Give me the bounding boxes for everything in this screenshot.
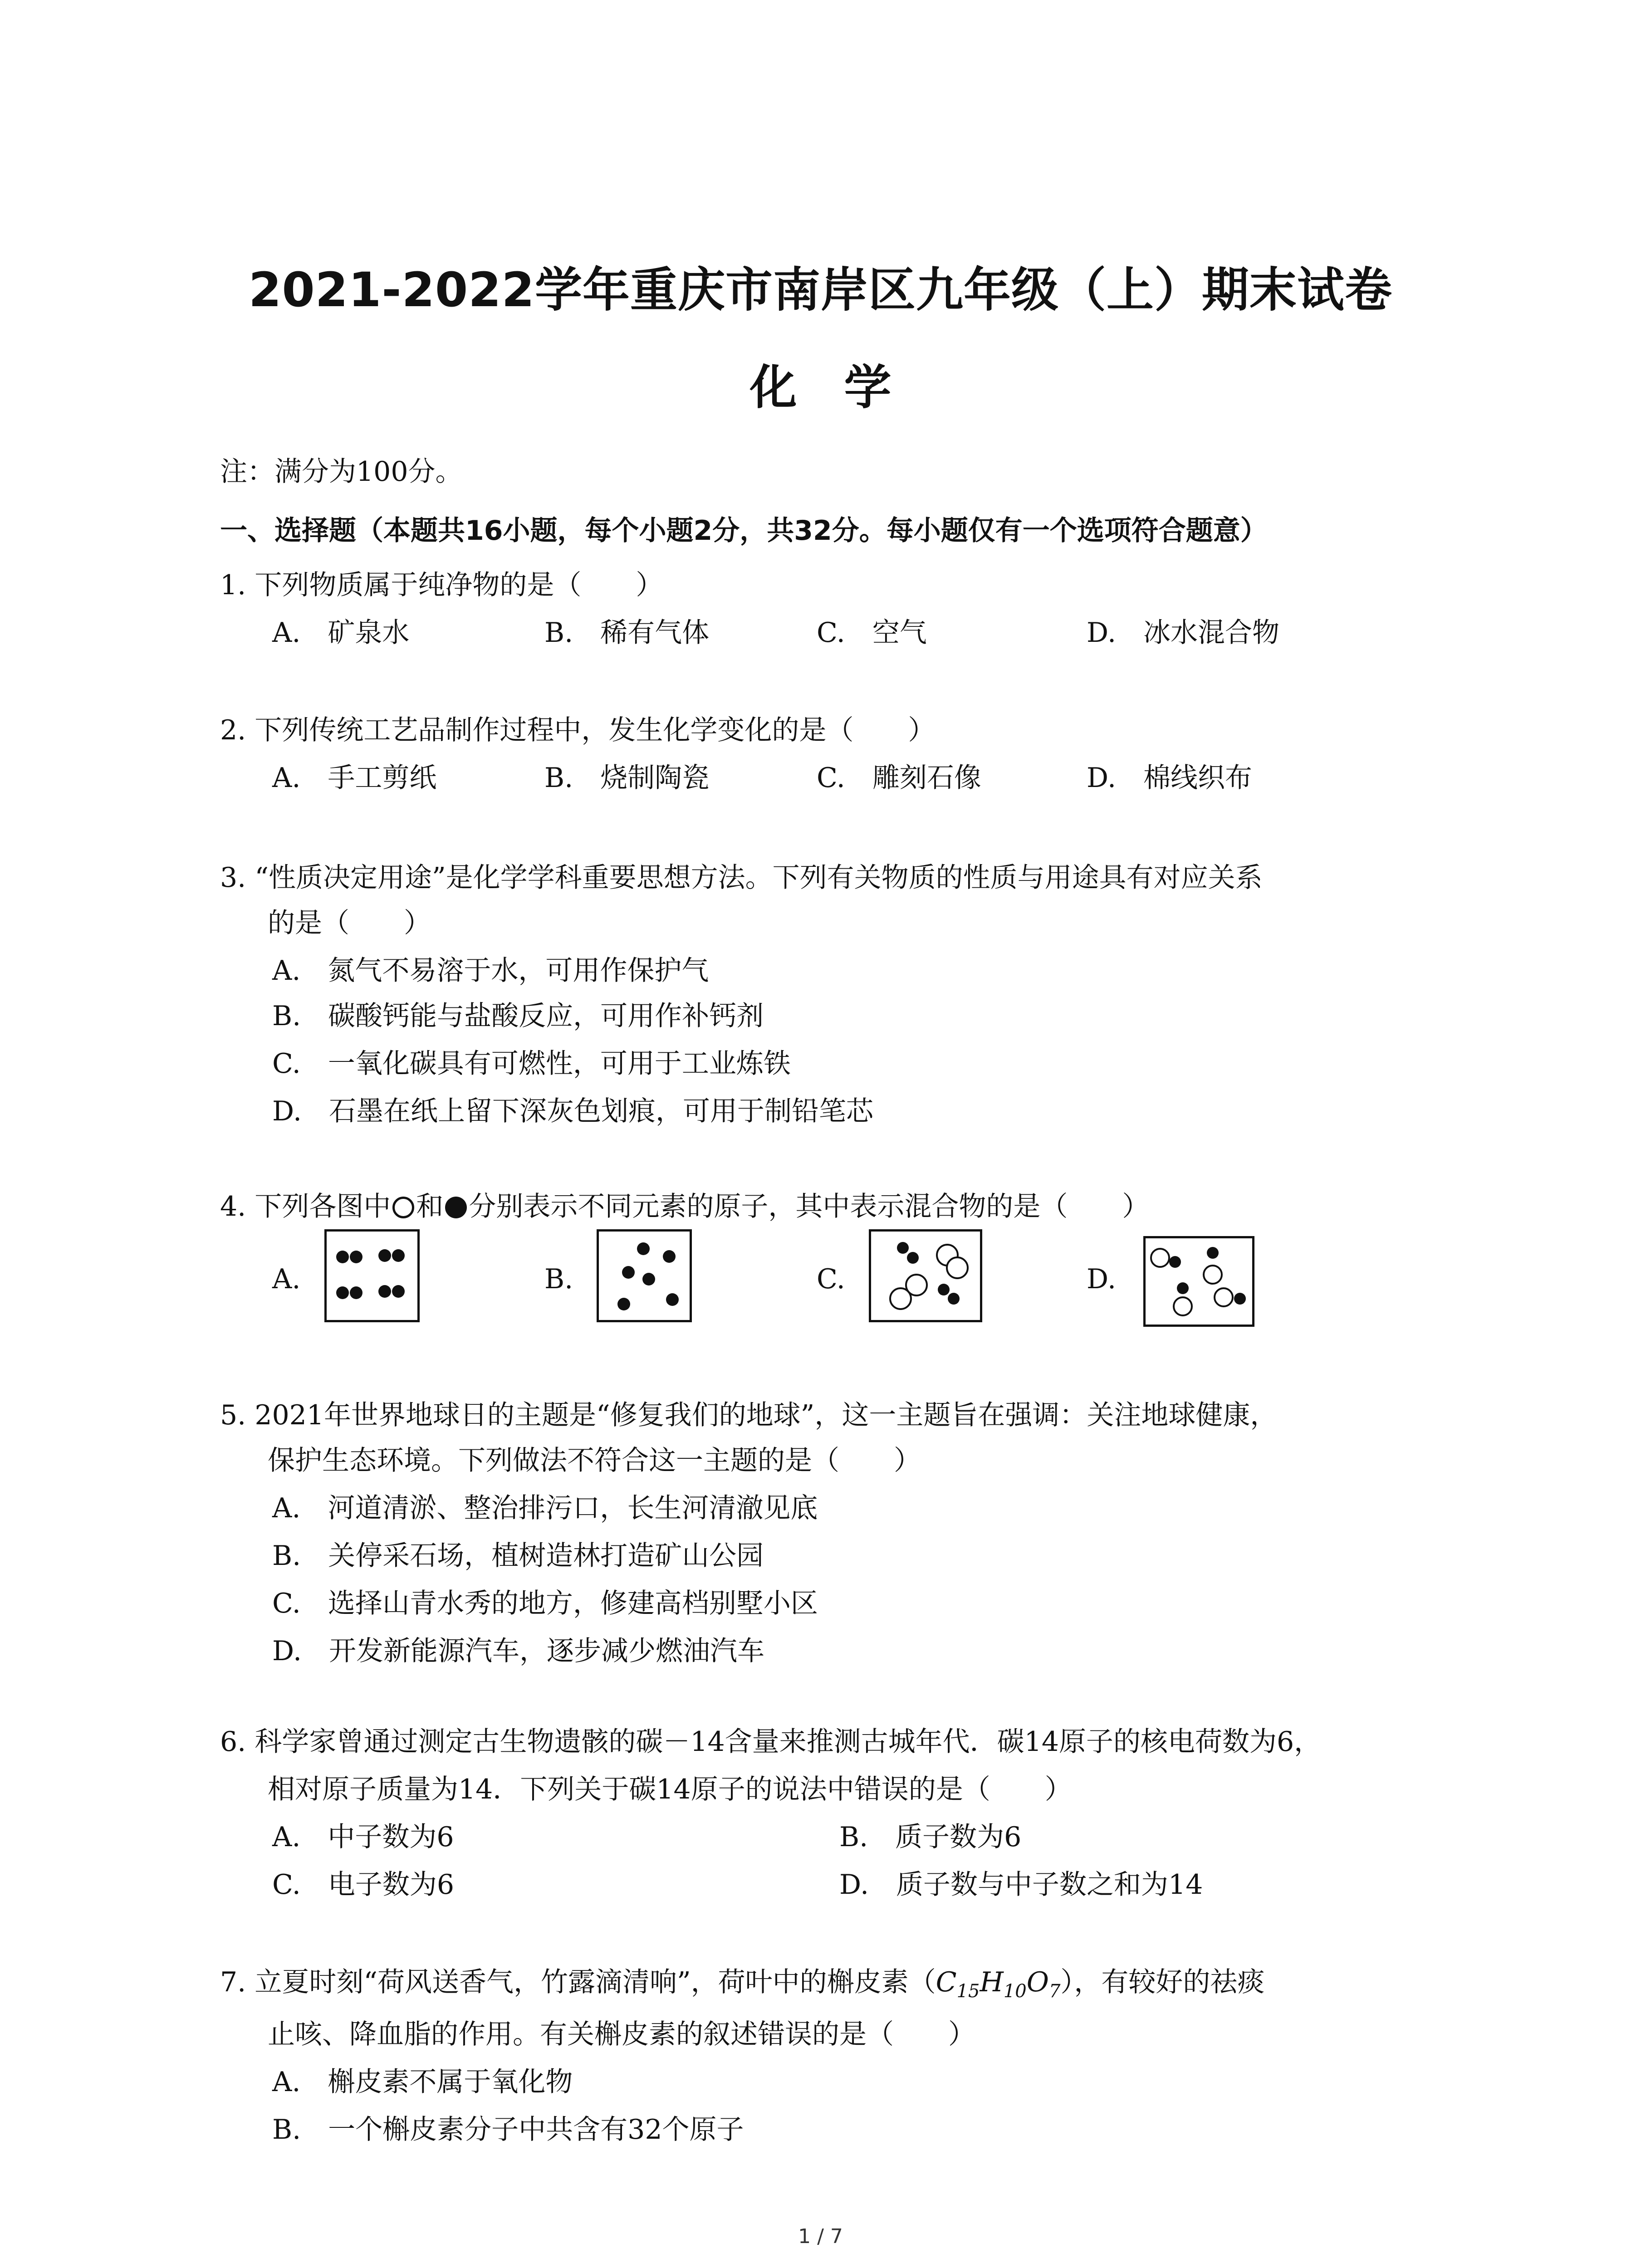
score-note: 注：满分为100分。	[220, 456, 463, 488]
page-title: 2021-2022学年重庆市南岸区九年级（上）期末试卷	[248, 262, 1393, 318]
q1-option-d: D. 冰水混合物	[1087, 617, 1280, 649]
subject-title: 化 学	[749, 360, 892, 415]
q6-option-a: A. 中子数为6	[272, 1821, 454, 1853]
formula-h-sub: 10	[1003, 1981, 1027, 2002]
page-number: 1 / 7	[798, 2225, 843, 2248]
q4-figure-d	[1143, 1236, 1254, 1327]
molecule-diagram-b	[599, 1232, 690, 1320]
q3-option-a: A. 氮气不易溶于水，可用作保护气	[272, 955, 709, 987]
q4-label-d: D.	[1087, 1263, 1117, 1295]
q7-option-b: B. 一个槲皮素分子中共含有32个原子	[272, 2114, 744, 2146]
q1-option-b: B. 稀有气体	[544, 617, 710, 649]
q4-figure-a	[324, 1229, 420, 1322]
molecule-diagram-d	[1146, 1238, 1252, 1325]
formula-c-sub: 15	[956, 1981, 980, 2002]
q5-option-a: A. 河道清淤、整治排污口，长生河清澈见底	[272, 1492, 818, 1524]
q2-option-c: C. 雕刻石像	[817, 762, 981, 794]
q5-option-d: D. 开发新能源汽车，逐步减少燃油汽车	[272, 1635, 765, 1667]
molecule-diagram-c	[871, 1232, 980, 1320]
formula-o-sub: 7	[1048, 1981, 1061, 2002]
question-6-stem-line1: 6. 科学家曾通过测定古生物遗骸的碳－14含量来推测古城年代．碳14原子的核电荷数为6，	[220, 1726, 1322, 1758]
formula-o: O	[1026, 1966, 1049, 1998]
question-2-stem: 2. 下列传统工艺品制作过程中，发生化学变化的是（ ）	[220, 714, 936, 746]
hollow-atom-icon	[392, 1197, 414, 1218]
q6-option-b: B. 质子数为6	[839, 1821, 1022, 1853]
q7-stem-prefix: 7. 立夏时刻“荷风送香气，竹露滴清响”，荷叶中的槲皮素（	[220, 1966, 936, 1998]
q5-option-b: B. 关停采石场，植树造林打造矿山公园	[272, 1540, 764, 1572]
question-6-stem-line2: 相对原子质量为14．下列关于碳14原子的说法中错误的是（ ）	[268, 1774, 1072, 1805]
q3-option-d: D. 石墨在纸上留下深灰色划痕，可用于制铅笔芯	[272, 1095, 874, 1127]
q3-option-c: C. 一氧化碳具有可燃性，可用于工业炼铁	[272, 1048, 791, 1080]
question-7-stem-line2: 止咳、降血脂的作用。有关槲皮素的叙述错误的是（ ）	[268, 2019, 975, 2050]
q6-option-c: C. 电子数为6	[272, 1869, 455, 1901]
q1-option-a: A. 矿泉水	[272, 617, 410, 649]
question-4-stem	[220, 1188, 1149, 1225]
quercetin-formula	[936, 1966, 1061, 2002]
q4-stem-suffix: 分别表示不同元素的原子，其中表示混合物的是（ ）	[469, 1191, 1150, 1222]
q4-label-a: A.	[272, 1263, 301, 1295]
q4-stem-and: 和	[416, 1191, 444, 1222]
question-5-stem-line2: 保护生态环境。下列做法不符合这一主题的是（ ）	[268, 1445, 921, 1476]
question-3-stem-line2: 的是（ ）	[268, 907, 431, 939]
question-7-stem-line1	[220, 1964, 1264, 2009]
q7-stem-suffix: ），有较好的祛痰	[1060, 1966, 1265, 1998]
question-3-stem-line1: 3. “性质决定用途”是化学学科重要思想方法。下列有关物质的性质与用途具有对应关系	[220, 862, 1263, 894]
formula-c: C	[936, 1966, 957, 1998]
q6-option-d: D. 质子数与中子数之和为14	[839, 1869, 1203, 1901]
q7-option-a: A. 槲皮素不属于氧化物	[272, 2066, 573, 2098]
molecule-diagram-a	[327, 1232, 417, 1320]
question-1-stem: 1. 下列物质属于纯净物的是（ ）	[220, 569, 663, 601]
q2-option-a: A. 手工剪纸	[272, 762, 437, 794]
q4-figure-c	[869, 1229, 982, 1322]
question-5-stem-line1: 5. 2021年世界地球日的主题是“修复我们的地球”，这一主题旨在强调：关注地球健康，	[220, 1399, 1278, 1431]
formula-h: H	[980, 1966, 1004, 1998]
q3-option-b: B. 碳酸钙能与盐酸反应，可用作补钙剂	[272, 1000, 764, 1032]
solid-atom-icon	[445, 1197, 467, 1218]
q2-option-d: D. 棉线织布	[1087, 762, 1253, 794]
q4-label-c: C.	[817, 1263, 845, 1295]
section-heading: 一、选择题（本题共16小题，每个小题2分，共32分。每小题仅有一个选项符合题意）	[220, 515, 1268, 547]
q1-option-c: C. 空气	[817, 617, 927, 649]
q4-label-b: B.	[544, 1263, 573, 1295]
q4-figure-b	[597, 1229, 692, 1322]
q2-option-b: B. 烧制陶瓷	[544, 762, 710, 794]
q5-option-c: C. 选择山青水秀的地方，修建高档别墅小区	[272, 1588, 818, 1619]
q4-stem-prefix: 4. 下列各图中	[220, 1191, 391, 1222]
